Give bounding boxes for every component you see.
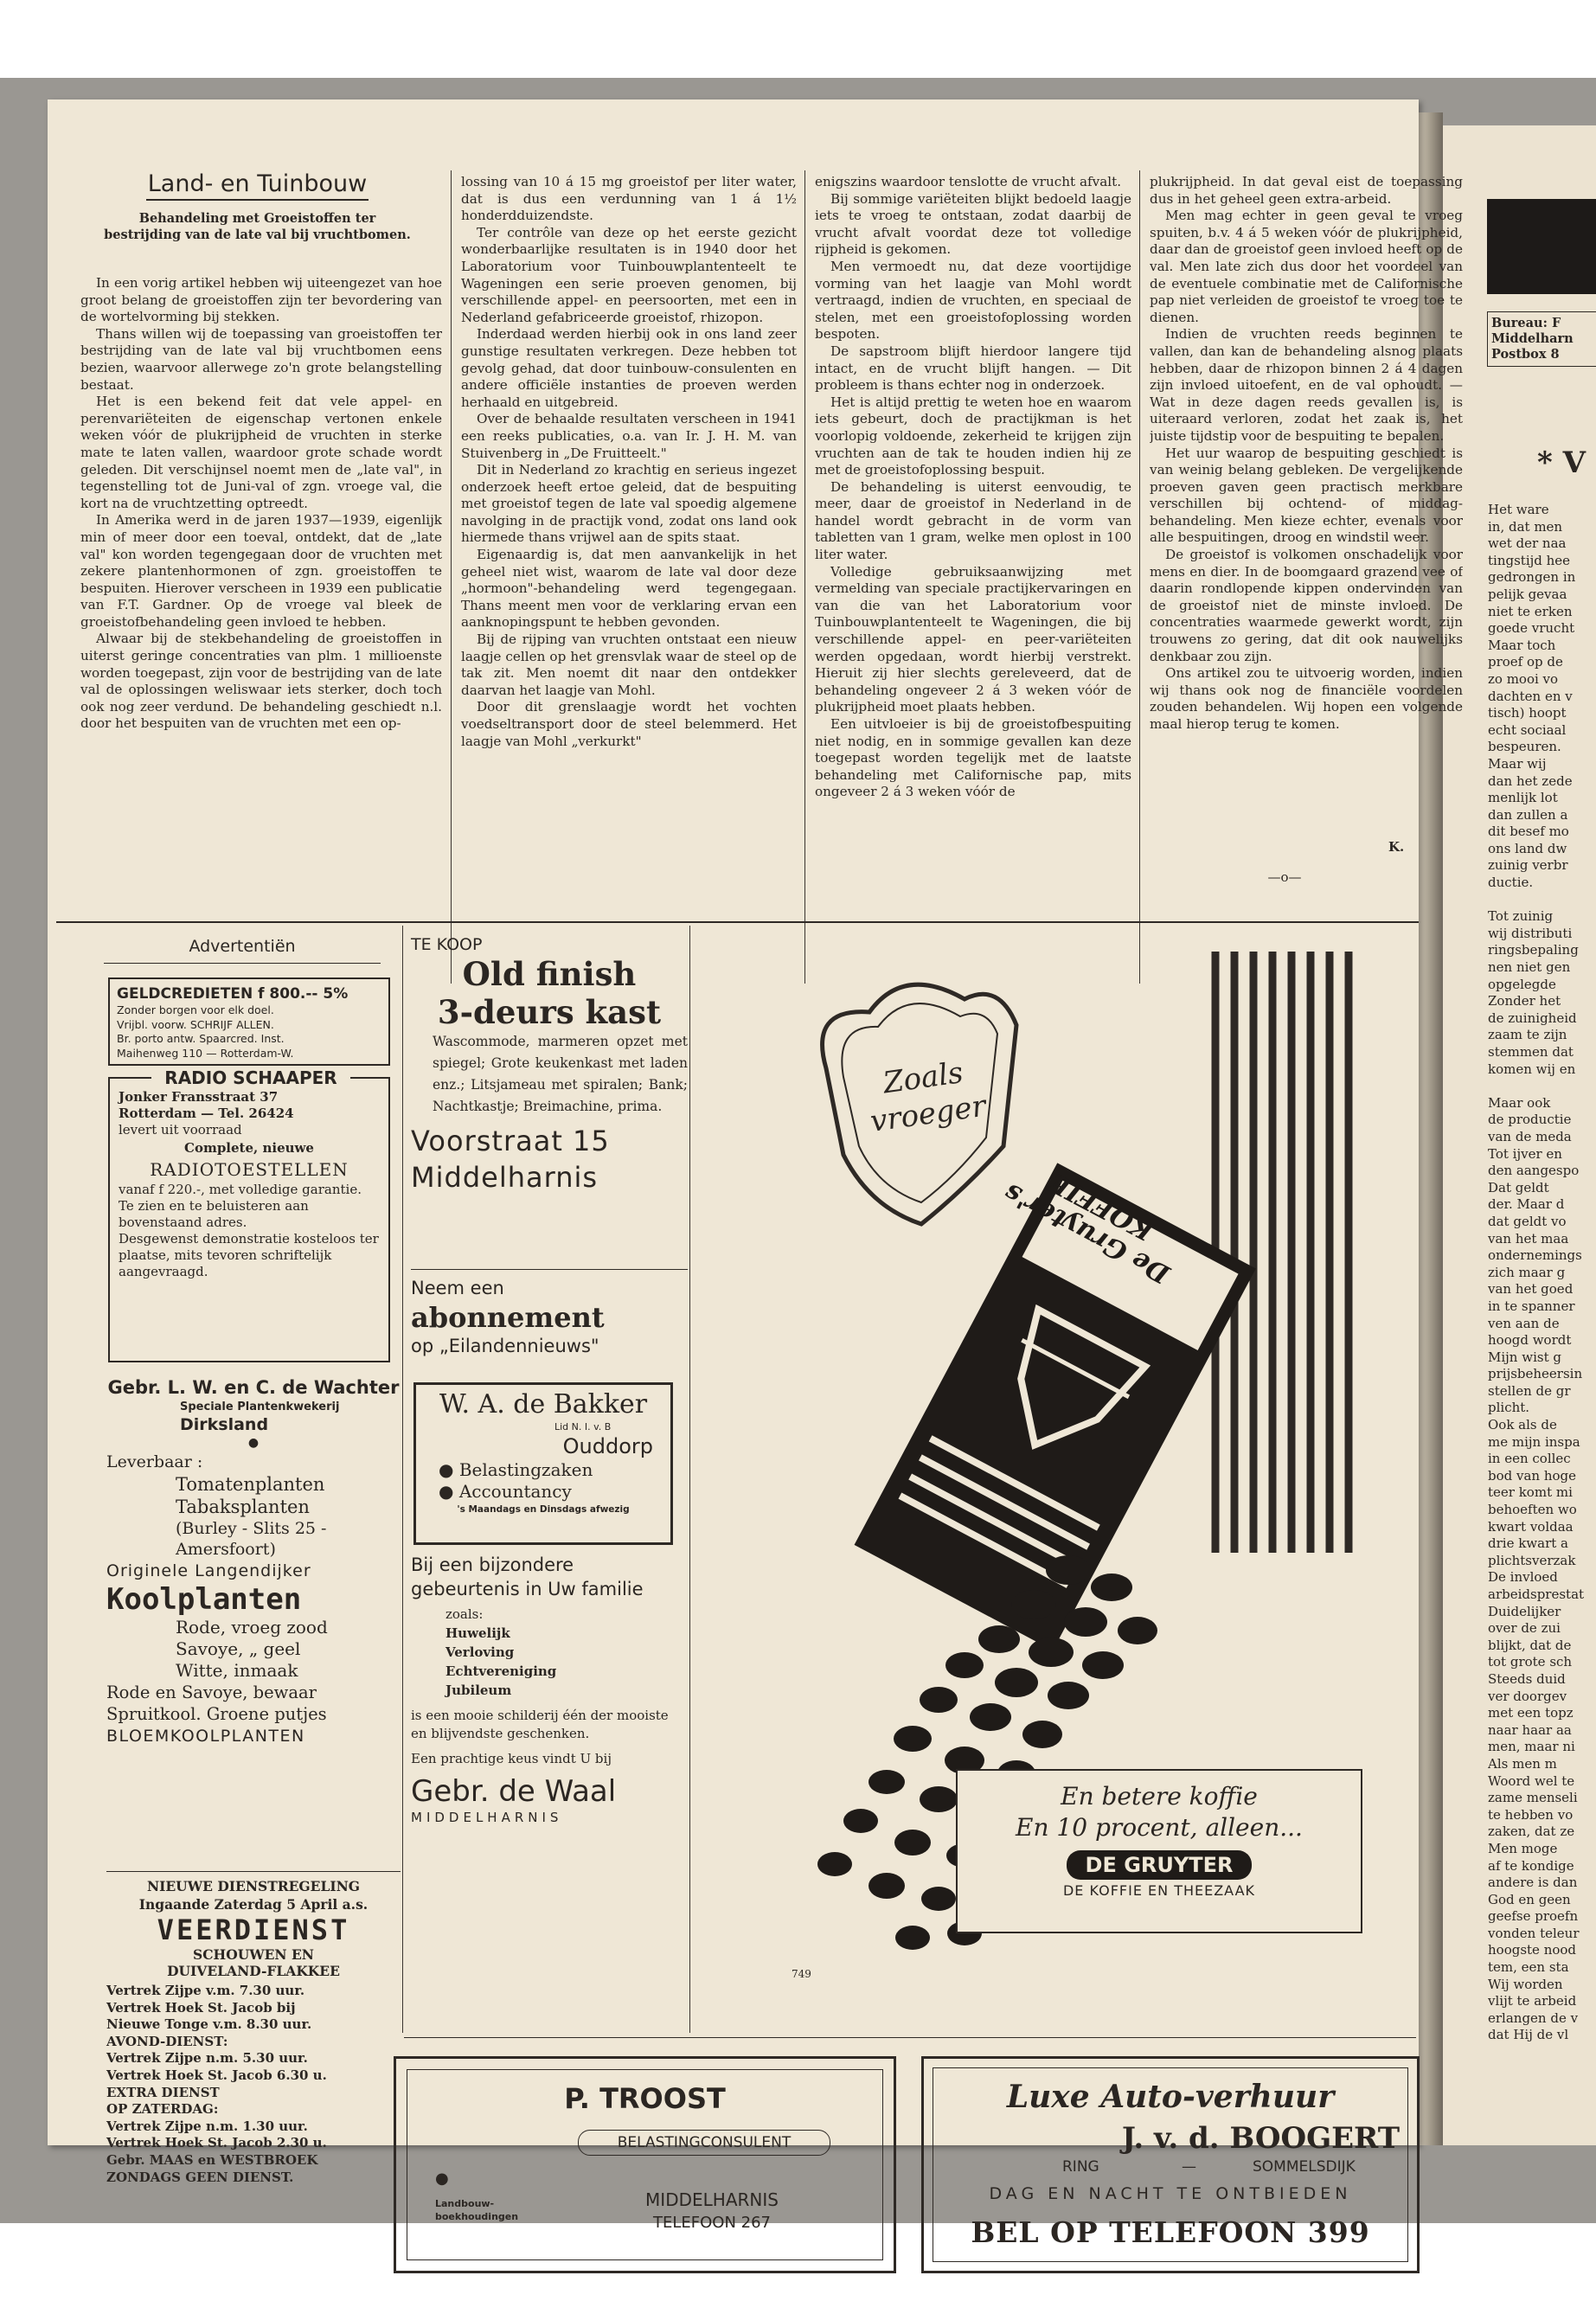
stripes-background (1215, 952, 1349, 1553)
ad-divider (411, 1269, 688, 1270)
next-page-line: gedrongen in (1488, 569, 1576, 586)
boogert-ring: RING (1062, 2158, 1099, 2176)
next-page-line: teer komt mi (1488, 1484, 1573, 1501)
next-page-line: tisch) hoopt (1488, 705, 1567, 721)
article-end-mark: —o— (1267, 869, 1302, 885)
abonnement-title: abonnement (411, 1301, 605, 1334)
next-page-line: van het goed (1488, 1281, 1574, 1298)
article-column-4 (1150, 174, 1463, 944)
next-page-line: prijsbeheersin (1488, 1366, 1583, 1382)
gruyter-script: Zoals vroeger (868, 1054, 989, 1139)
next-page-line: Ook als de (1488, 1417, 1557, 1433)
next-page-line: in een collec (1488, 1451, 1571, 1467)
abonnement-line: op „Eilandennieuws" (411, 1336, 599, 1356)
wachter-kool-item: Witte, inmaak (176, 1660, 298, 1681)
next-page-line: goede vrucht (1488, 620, 1575, 637)
boogert-sommelsdijk: SOMMELSDIJK (1253, 2158, 1356, 2176)
boogert-name: J. v. d. BOOGERT (1121, 2121, 1400, 2156)
wachter-extra: Rode en Savoye, bewaar Spruitkool. Groene putjes (106, 1682, 327, 1724)
waal-name: Gebr. de Waal (411, 1774, 617, 1809)
troost-name: P. TROOST (564, 2082, 726, 2115)
next-page-line: proef op de (1488, 654, 1563, 670)
waal-item: Jubileum (445, 1682, 512, 1698)
veer-head: NIEUWE DIENSTREGELING (146, 1878, 361, 1894)
next-page-line: ons land dw (1488, 840, 1567, 856)
veer-head: Ingaande Zaterdag 5 April a.s. (138, 1896, 369, 1913)
adjacent-page (1440, 125, 1596, 2145)
kast-title: 3-deurs kast (437, 993, 662, 1031)
bakker-item-label: Accountancy (458, 1481, 572, 1502)
wachter-ad (106, 1375, 401, 1747)
troost-ad (394, 2056, 896, 2273)
next-page-line: dan zullen a (1488, 806, 1568, 823)
next-page-line: vonden teleur (1488, 1925, 1580, 1941)
next-page-line: de zuinigheid (1488, 1009, 1577, 1026)
troost-place: MIDDELHARNIS (645, 2189, 779, 2210)
next-page-line: Tot zuinig (1488, 908, 1554, 925)
article-paragraph: Bij de rijping van vruchten ontstaat een nieuw laagje cellen op het grensvlak waar de steel op de tak zit. Men noemt dit naar den ontdekker daarvan het laagje van Mohl. (461, 631, 797, 698)
next-page-line: erlangen de v (1488, 2009, 1579, 2026)
wachter-sub: Speciale Plantenkwekerij (180, 1400, 340, 1413)
wachter-place: Dirksland (180, 1415, 269, 1434)
column-rule (451, 170, 452, 984)
article-paragraph: Alwaar bij de stekbehandeling de groeistoffen in uiterst geringe concentraties van plm. 1 millioenste worden toegepast, zijn voor de bestrijding van de late val de oplossingen weliswaar iets sterker, doch toch ook nog zeer verdund. De behandeling geschiedt n.l. door het bespuiten van de vruchten met een op- (80, 631, 442, 732)
radio-city: Rotterdam — Tel. 26424 (119, 1106, 294, 1121)
radio-line: Te zien en te beluisteren aan bovenstaand adres. (119, 1198, 309, 1230)
veer-line: Gebr. MAAS en WESTBROEK (106, 2151, 318, 2168)
column-rule (1139, 170, 1140, 984)
next-page-line: Men moge (1488, 1840, 1558, 1856)
bureau-line: Bureau: F (1491, 316, 1561, 330)
next-page-line: ondernemings (1488, 1247, 1582, 1264)
troost-side: Landbouw-boekhoudingen (435, 2198, 519, 2222)
waal-item: Echtvereniging (445, 1663, 557, 1679)
next-page-line: Maar toch (1488, 637, 1556, 653)
next-page-line: Steeds duid (1488, 1670, 1566, 1687)
article-paragraph: Volledige gebruiksaanwijzing met vermelding van speciale practijkervaringen en van die van het Laboratorium voor Tuinbouwplantenteelt te Wageningen, die bij verschillende appel- en peer-variëteiten werden opgedaan, wordt hierbij verstrekt. Hieruit zij hier slechts gereleveerd, dat de behandeling ongeveer 2 á 3 weken vóór de plukrijpheid moet plaats hebben. (815, 563, 1131, 715)
next-page-line: Als men m (1488, 1755, 1557, 1772)
bureau-line: Postbox 8 (1491, 347, 1560, 362)
next-page-line: wij distributi (1488, 925, 1573, 941)
bakker-ad (413, 1382, 673, 1545)
next-page-line: me mijn inspa (1488, 1433, 1580, 1450)
next-page-line: Duidelijker (1488, 1603, 1561, 1619)
next-page-line: Het ware (1488, 502, 1549, 517)
bakker-lid: Lid N. I. v. B (554, 1421, 612, 1433)
next-page-line: den aangespo (1488, 1163, 1580, 1179)
column-rule (689, 926, 690, 2033)
kast-ad (411, 934, 688, 1195)
article-column-2 (461, 174, 797, 991)
waal-item: Huwelijk (445, 1625, 510, 1641)
wachter-item: Tabaksplanten (176, 1497, 310, 1517)
article-signature: K. (1388, 839, 1405, 855)
article-paragraph: De sapstroom blijft hierdoor langere tijd intact, en de vrucht blijft hangen. — Dit probleem is thans echter nog in onderzoek. (815, 343, 1131, 394)
next-page-line: naar haar aa (1488, 1721, 1572, 1738)
article-paragraph: Het is een bekend feit dat vele appel- en perenvariëteiten de eigenschap vertonen enkele weken vóór de plukrijpheid de vruchten in sterke mate te laten vallen, waardoor grote schade wordt geleden. Dit verschijnsel noemt men de „late val", in tegenstelling tot de Juni-val of zgn. vroege val, die kort na de vruchtzetting optreedt. (80, 394, 442, 511)
next-page-line: tingstijd hee (1488, 552, 1571, 568)
boogert-ad (921, 2056, 1420, 2273)
next-page-line: opgelegde (1488, 976, 1556, 992)
abonnement-ad (411, 1276, 688, 1358)
article-header (65, 170, 450, 201)
next-page-line: van de meda (1488, 1128, 1572, 1144)
next-page-line: in, dat men (1488, 518, 1563, 535)
veer-schedule (106, 1983, 401, 2186)
wachter-leverbaar: Leverbaar : (106, 1452, 203, 1471)
radio-line: levert uit voorraad (119, 1122, 242, 1138)
article-heading: Land- en Tuinbouw (146, 170, 369, 201)
bureau-box (1487, 311, 1596, 367)
veer-line: EXTRA DIENST (106, 2084, 220, 2100)
waal-zoals: zoals: (445, 1606, 484, 1622)
next-page-line: te hebben vo (1488, 1806, 1574, 1823)
next-page-line: dan het zede (1488, 772, 1573, 789)
waal-item: Verloving (445, 1644, 515, 1660)
next-page-line (1488, 1078, 1596, 1095)
next-page-line: hoogd wordt (1488, 1332, 1572, 1349)
gruyter-brand: DE GRUYTER (1067, 1850, 1253, 1880)
next-page-line: kwart voldaa (1488, 1518, 1574, 1535)
geld-line: Maihenweg 110 — Rotterdam-W. (117, 1046, 294, 1060)
veer-line: Vertrek Hoek St. Jacob 2.30 u. (106, 2135, 327, 2151)
bakker-name: W. A. de Bakker (439, 1389, 648, 1420)
next-page-line: van het maa (1488, 1230, 1569, 1247)
waal-intro: Bij een bijzondere gebeurtenis in Uw familie (411, 1554, 644, 1599)
next-page-line: met een topz (1488, 1705, 1574, 1721)
boogert-title: Luxe Auto-verhuur (1006, 2079, 1335, 2115)
troost-tel: TELEFOON 267 (652, 2214, 771, 2232)
article-paragraph: Bij sommige variëteiten blijkt bedoeld laagje iets te vroeg te ontstaan, zodat daarbij de vrucht afvalt voordat deze tot volledige rijpheid is gekomen. (815, 190, 1131, 258)
article-paragraph: plukrijpheid. In dat geval eist de toepassing dus in het geheel geen extra-arbeid. (1150, 174, 1463, 207)
next-page-line: hoogste nood (1488, 1942, 1577, 1958)
next-page-line: Maar wij (1488, 755, 1547, 772)
next-page-line: arbeidsprestat (1488, 1586, 1585, 1602)
next-page-line: nen niet gen (1488, 959, 1571, 976)
article-paragraph: Indien de vruchten reeds beginnen te vallen, dan kan de behandeling alsnog plaats hebben, daar de rhizopon binnen 2 á 4 dagen zijn invloed uitoefent, en de val ophoudt. — Wat in deze dagen reeds gevallen is, is uiteraard verloren, zodat het zaak is, het juiste tijdstip voor de bespuiting te bepalen. (1150, 326, 1463, 444)
article-paragraph: Eigenaardig is, dat men aanvankelijk in het geheel niet wist, waarom de late val door deze „hormoon"-behandeling werd tegengegaan. Thans meent men voor de verklaring ervan een aanknopingspunt te hebben gevonden. (461, 547, 797, 631)
next-page-line: wet der naa (1488, 535, 1567, 552)
wachter-item: Tomatenplanten (176, 1474, 325, 1495)
wachter-langedijker: Originele Langendijker (106, 1561, 311, 1580)
next-page-line: af te kondige (1488, 1857, 1574, 1874)
next-page-line: niet te erken (1488, 603, 1573, 619)
radio-ad (108, 1067, 390, 1362)
ad-divider (106, 1871, 401, 1872)
next-page-text (1488, 502, 1596, 2044)
wachter-koolplanten: Koolplanten (106, 1582, 302, 1617)
bullet-icon: ● (247, 1436, 260, 1450)
veer-line: Nieuwe Tonge v.m. 8.30 uur. (106, 2016, 312, 2033)
radio-product: RADIOTOESTELLEN (150, 1159, 349, 1180)
article-paragraph: Men mag echter in geen geval te vroeg spuiten, b.v. 4 á 5 weken vóór de plukrijpheid, daar dan de groeistof geen invloed heeft op de val. Men late zich dus door het voordeel van de eventuele combinatie met de Californische pap niet verleiden de groeistof te vroeg toe te dienen. (1150, 208, 1463, 325)
next-page-line: men, maar ni (1488, 1739, 1575, 1755)
next-page-line: der. Maar d (1488, 1196, 1565, 1213)
article-paragraph: In Amerika werd in de jaren 1937—1939, eigenlijk min of meer door een toeval, ontdekt, dat de „late val" kon worden tegengegaan door de vruchten met zekere plantenhormonen of zgn. groeistoffen te bespuiten. Hierover verscheen in 1939 een publicatie van F.T. Gardner. Op de vroege val bleek de groeistofbehandeling geen invloed te hebben. (80, 512, 442, 630)
veer-title: VEERDIENST (157, 1913, 350, 1946)
kast-title: Old finish (462, 955, 637, 993)
bullet-icon: ● (439, 1459, 454, 1480)
bakker-note: 's Maandags en Dinsdags afwezig (457, 1504, 630, 1515)
next-page-line: ven aan de (1488, 1315, 1560, 1331)
veer-line: AVOND-DIENST: (106, 2033, 228, 2049)
next-page-line: echt sociaal (1488, 721, 1567, 738)
next-page-line: Dat geldt (1488, 1179, 1549, 1195)
gruyter-ad (705, 930, 1397, 2011)
article-paragraph: De behandeling is uiterst eenvoudig, te meer, daar de groeistof in Nederland in de handel wordt gebracht in de vorm van tabletten van 1 gram, welke men oplost in 100 liter water. (815, 478, 1131, 563)
next-page-line: dachten en v (1488, 688, 1573, 704)
next-page-line: blijkt, dat de (1488, 1637, 1572, 1653)
wachter-kool-item: Rode, vroeg zood (176, 1617, 328, 1638)
article-paragraph: lossing van 10 á 15 mg groeistof per liter water, dat is dus een verdunning van 1 á 1½ honderdduizendste. (461, 174, 797, 224)
next-page-line: Wij worden (1488, 1976, 1563, 1992)
next-page-line: drie kwart a (1488, 1535, 1568, 1552)
next-page-line: tem, een sta (1488, 1959, 1569, 1976)
next-page-line: zo mooi vo (1488, 670, 1559, 687)
article-paragraph: Ons artikel zou te uitvoerig worden, indien wij thans ook nog de financiële voordelen zouden behandelen. Wij hopen een volgende maal hierop terug te komen. (1150, 665, 1463, 732)
next-page-line: stemmen dat (1488, 1044, 1574, 1060)
veer-route: SCHOUWEN EN (193, 1946, 314, 1963)
next-page-line: tot grote sch (1488, 1654, 1573, 1670)
geld-line: Vrijbl. voorw. SCHRIJF ALLEN. (117, 1017, 274, 1031)
veer-line: OP ZATERDAG: (106, 2101, 219, 2118)
waal-text: Een prachtige keus vindt U bij (411, 1751, 612, 1766)
geld-line: Br. porto antw. Spaarcred. Inst. (117, 1032, 285, 1045)
geld-line: Zonder borgen voor elk doel. (117, 1003, 274, 1016)
veer-line: Vertrek Hoek St. Jacob 6.30 u. (106, 2067, 327, 2083)
next-page-line (1488, 892, 1596, 909)
ad-number: 749 (792, 1968, 811, 1980)
veer-line: Vertrek Zijpe v.m. 7.30 uur. (106, 1983, 305, 1998)
next-page-line: dit besef mo (1488, 824, 1569, 840)
article-paragraph: enigszins waardoor tenslotte de vrucht afvalt. (815, 174, 1122, 189)
next-page-line: plicht. (1488, 1400, 1530, 1416)
bullet-icon: ● (435, 2170, 449, 2188)
gruyter-slogan-box (956, 1769, 1362, 1933)
next-page-line: bod van hoge (1488, 1467, 1577, 1484)
waal-ad (411, 1553, 679, 1825)
article-paragraph: Ter contrôle van deze op het eerste gezicht wonderbaarlijke resultaten is in 1940 door het Laboratorium voor Tuinbouwplantenteelt te Wageningen een serie proeven genomen, bij verschillende appel- en peersoorten, met een in Nederland gefabriceerde groeistof, rhizopon. (461, 224, 797, 325)
next-page-line: dat Hij de vl (1488, 2027, 1569, 2043)
next-page-line: pelijk gevaa (1488, 586, 1567, 602)
article-column-3 (815, 174, 1131, 991)
kast-label: TE KOOP (411, 935, 483, 954)
bakker-item (425, 1481, 662, 1503)
next-page-line: komen wij en (1488, 1061, 1576, 1077)
veer-line: Vertrek Zijpe n.m. 1.30 uur. (106, 2118, 308, 2134)
next-page-line: de productie (1488, 1112, 1572, 1128)
next-page-line: God en geen (1488, 1891, 1571, 1907)
kast-address: Voorstraat 15 (411, 1125, 610, 1157)
next-page-line: bespeuren. (1488, 739, 1561, 755)
article-paragraph: Het is altijd prettig te weten hoe en waarom iets gebeurt, doch de practijkman is het voorlopig voldoende, zekerheid te krijgen zijn vruchten aan de tak te houden indien hij ze met de groeistofoplossing bespuit. (815, 394, 1131, 478)
radio-title: RADIO SCHAAPER (151, 1067, 350, 1089)
masthead-block (1487, 199, 1596, 294)
next-page-line: zich maar g (1488, 1264, 1566, 1280)
geld-title: GELDCREDIETEN f 800.-- 5% (117, 985, 349, 1003)
next-page-line: zaam te zijn (1488, 1027, 1567, 1043)
newspaper-page (48, 99, 1463, 2249)
column-rule (402, 926, 403, 2033)
troost-role: BELASTINGCONSULENT (578, 2130, 830, 2156)
bureau-line: Middelharn (1491, 331, 1574, 346)
article-paragraph: Over de behaalde resultaten verscheen in 1941 een reeks publicaties, o.a. van Ir. J. H. M. van Stuivenberg in „De Fruitteelt." (461, 411, 797, 461)
next-page-line: Tot ijver en (1488, 1145, 1562, 1162)
next-page-line: Zonder het (1488, 993, 1561, 1009)
next-page-line: ringsbepaling (1488, 942, 1579, 958)
next-page-line: De invloed (1488, 1569, 1558, 1586)
veer-line: Vertrek Hoek St. Jacob bij (106, 1999, 296, 2016)
next-page-line: plichtsverzak (1488, 1552, 1576, 1568)
article-paragraph: Inderdaad werden hierbij ook in ons land zeer gunstige resultaten verkregen. Deze hebben tot gevolg gehad, dat door tuinbouw-consulenten en andere officiële instanties de proeven werden herhaald en uitgebreid. (461, 326, 797, 410)
gruyter-pack-label: De Gruyter's KOFFIE (999, 1166, 1176, 1290)
radio-line: Desgewenst demonstratie kosteloos ter plaatse, mits tevoren schriftelijk aangevraagd. (119, 1231, 379, 1279)
next-page-line: stellen de gr (1488, 1382, 1571, 1399)
veer-line: Vertrek Zijpe n.m. 5.30 uur. (106, 2050, 308, 2067)
radio-address: Jonker Fransstraat 37 (119, 1089, 279, 1105)
column-rule (804, 170, 805, 984)
abonnement-line: Neem een (411, 1278, 504, 1298)
waal-place: MIDDELHARNIS (411, 1810, 563, 1825)
wachter-item: Amersfoort) (176, 1540, 276, 1559)
radio-line: vanaf f 220.-, met volledige garantie. (119, 1182, 362, 1197)
article-paragraph: In een vorig artikel hebben wij uiteengezet van hoe groot belang de groeistoffen zijn ter bevordering van de wortelvorming bij stekken. (80, 275, 442, 325)
separator-dash: — (1182, 2158, 1196, 2176)
section-divider (56, 921, 1419, 923)
veerdienst-ad (106, 1877, 401, 2186)
ad-divider (404, 2037, 1416, 2038)
bakker-item (425, 1459, 662, 1481)
wachter-item: (Burley - Slits 25 - (176, 1519, 327, 1538)
next-page-line: Maar ook (1488, 1094, 1551, 1111)
bakker-place: Ouddorp (562, 1434, 653, 1458)
article-column-1 (80, 275, 442, 1019)
next-page-line: ductie. (1488, 875, 1534, 891)
waal-text: is een mooie schilderij één der mooiste en blijvendste geschenken. (411, 1708, 669, 1741)
article-paragraph: Thans willen wij de toepassing van groeistoffen ter bestrijding van de late val bij vruchtbomen eens bezien, waarvoor allerwege zo'n grote belangstelling bestaat. (80, 325, 442, 393)
article-paragraph: Door dit grenslaagje wordt het vochten voedseltransport door de steel belemmerd. Het laagje van Mohl „verkurkt" (461, 699, 797, 749)
kast-text: Wascommode, marmeren opzet met spiegel; Grote keukenkast met laden enz.; Litsjameau met spiralen; Bank; Nachtkastje; Breimachine, prima. (433, 1034, 688, 1114)
next-page-line: geefse proefn (1488, 1908, 1579, 1925)
next-page-line: in te spanner (1488, 1298, 1575, 1314)
radio-line: Complete, nieuwe (184, 1140, 314, 1156)
next-page-line: menlijk lot (1488, 790, 1558, 806)
next-page-line: Mijn wist g (1488, 1349, 1561, 1365)
article-paragraph: Dit in Nederland zo krachtig en serieus ingezet onderzoek heeft ertoe geleid, dat de bespuiting met groeistof tegen de late val spoedig algemene navolging in de practijk vond, zodat ons land ook hiermede thans vrijwel aan de spits staat. (461, 462, 797, 546)
article-paragraph: Een uitvloeier is bij de groeistofbespuiting niet nodig, en in sommige gevallen kan deze toegepast worden tegelijk met de laatste behandeling met Californische pap, mits ongeveer 2 á 3 weken vóór de (815, 716, 1131, 800)
ads-section-label: Advertentiën (189, 937, 296, 956)
next-page-line: andere is dan (1488, 1875, 1578, 1891)
next-page-line: dat geldt vo (1488, 1213, 1567, 1229)
wachter-title: Gebr. L. W. en C. de Wachter (107, 1377, 400, 1398)
next-page-line: zame menseli (1488, 1790, 1578, 1806)
kast-city: Middelharnis (411, 1161, 599, 1194)
wachter-kool-item: Savoye, „ geel (176, 1638, 301, 1659)
ads-label-rule (104, 963, 381, 964)
boogert-line: DAG EN NACHT TE ONTBIEDEN (989, 2184, 1352, 2203)
bullet-icon: ● (439, 1481, 454, 1502)
article-subheading: Behandeling met Groeistoffen ter bestrijding van de late val bij vruchtbomen. (104, 211, 411, 242)
boogert-tel: BEL OP TELEFOON 399 (971, 2215, 1370, 2249)
next-page-line: behoeften wo (1488, 1502, 1577, 1518)
next-page-line: Woord wel te (1488, 1772, 1575, 1789)
next-page-line: zaken, dat ze (1488, 1823, 1575, 1840)
next-page-line: zuinig verbr (1488, 857, 1568, 874)
gruyter-tag: DE KOFFIE EN THEEZAAK (1062, 1882, 1256, 1899)
geld-ad (108, 977, 390, 1066)
gruyter-slogan: En 10 procent, alleen... (1016, 1813, 1303, 1842)
article-paragraph: De groeistof is volkomen onschadelijk voor mens en dier. In de boomgaard grazend vee of daarin rondlopende kippen ondervinden van de groeistof niet de minste invloed. De concentraties waarmede gewerkt wordt, zijn trouwens zo gering, dat dit ook nauwelijks denkbaar zou zijn. (1150, 547, 1463, 664)
article-paragraph: Het uur waarop de bespuiting geschiedt is van weinig belang gebleken. De vergelijkende proeven gaven geen practisch merkbare verschillen bij ochtend- of middag-behandeling. Men kieze echter, evenals voor alle bespuitingen, droog en windstil weer. (1150, 445, 1463, 546)
bakker-item-label: Belastingzaken (458, 1459, 593, 1480)
next-page-line: over de zui (1488, 1620, 1561, 1637)
veer-line: ZONDAGS GEEN DIENST. (106, 2169, 294, 2185)
next-page-line: ver doorgev (1488, 1688, 1567, 1704)
wachter-bloemkool: BLOEMKOOLPLANTEN (106, 1727, 305, 1746)
article-paragraph: Men vermoedt nu, dat deze voortijdige vorming van het laagje van Mohl wordt vertraagd, indien de vruchten, en speciaal de stelen, met een groeistofoplossing worden bespoten. (815, 258, 1131, 343)
next-page-heading: * V (1537, 445, 1586, 480)
gruyter-slogan: En betere koffie (1061, 1782, 1258, 1811)
next-page-line: vlijt te arbeid (1488, 1993, 1577, 2009)
veer-route: DUIVELAND-FLAKKEE (167, 1963, 340, 1979)
